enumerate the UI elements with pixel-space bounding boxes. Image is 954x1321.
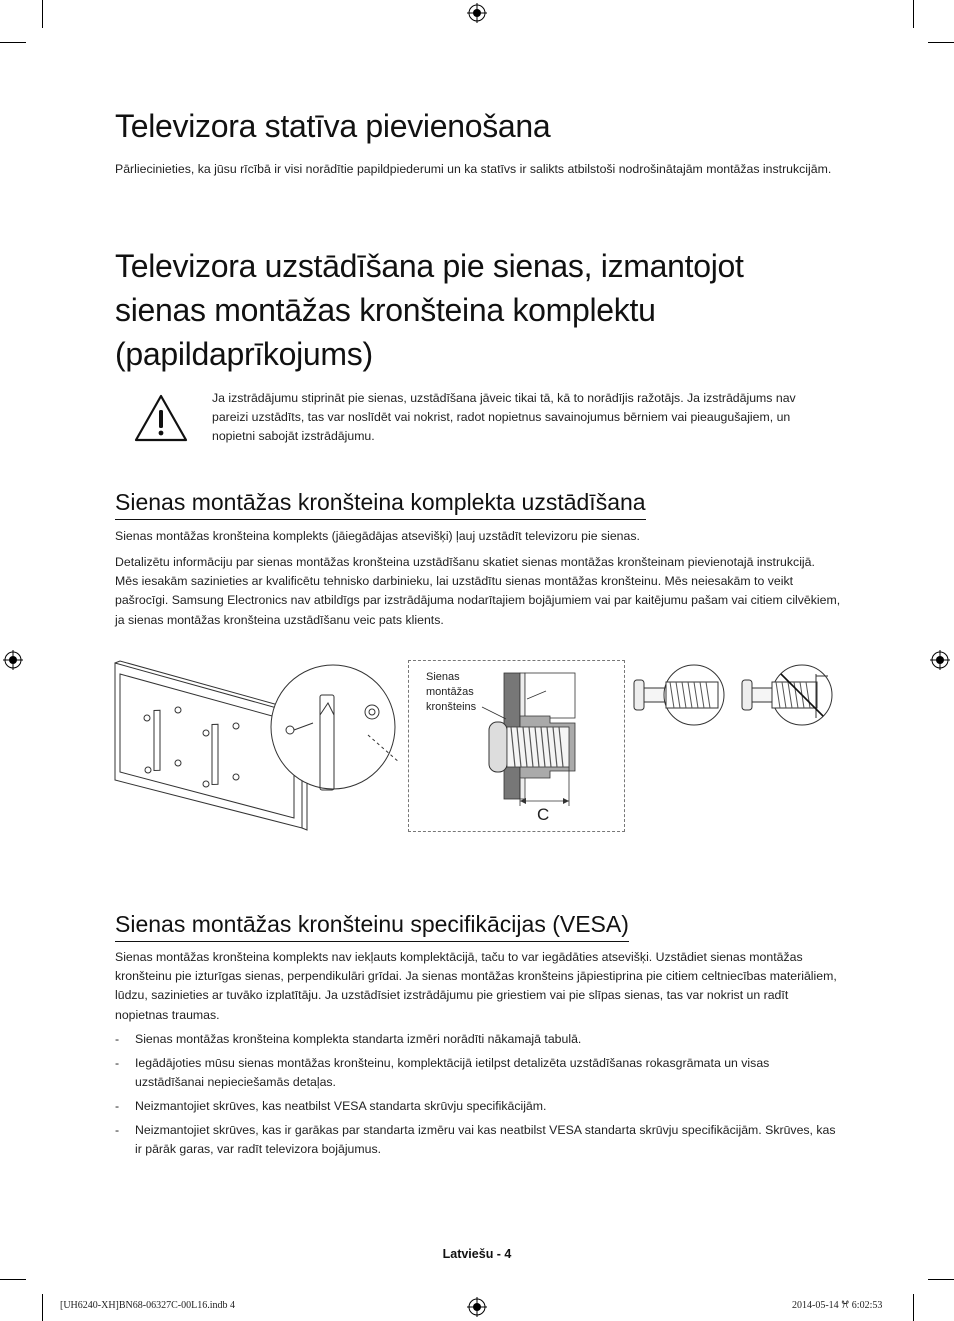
screw-comparison-illustration [632,662,837,730]
stand-intro-text: Pārliecinieties, ka jūsu rīcībā ir visi norādītie papildpiederumi un ka statīvs ir salikts atbilstoši nodrošinātajām montāžas instrukcijām. [115,162,832,176]
bracket-zoom-illustration [268,655,398,805]
crop-mark [928,1279,954,1280]
wall-mount-title-line: Televizora uzstādīšana pie sienas, izmantojot [115,248,744,284]
cross-section-drawing [409,661,624,831]
registration-mark-icon [3,650,23,670]
crop-mark [913,0,914,28]
dimension-c-label: C [537,805,550,824]
list-item-text: Iegādājoties mūsu sienas montāžas kronšteinu, komplektācijā ietilpst detalizēta uzstādīšanas rokasgrāmata un visas uzstādīšanai nepieciešamās detaļas. [135,1056,770,1090]
registration-mark-icon [467,3,487,23]
page-title: Televizora statīva pievienošana [115,108,551,144]
vesa-heading: Sienas montāžas kronšteinu specifikācijas (VESA) [115,911,629,942]
list-item-text: Neizmantojiet skrūves, kas ir garākas par standarta izmēru vai kas neatbilst VESA standarta skrūvju specifikācijām. Skrūves, kas ir pārāk garas, var radīt televizora bojājumus. [135,1123,836,1157]
print-timestamp: 2014-05-14 ꕮ 6:02:53 [792,1300,883,1311]
list-bullet: - [115,1099,120,1113]
list-item [115,1097,841,1116]
crop-mark [0,1279,26,1280]
bracket-label-line: kronšteins [426,701,477,713]
list-bullet: - [115,1056,120,1070]
list-item-text: Neizmantojiet skrūves, kas neatbilst VESA standarta skrūvju specifikācijām. [135,1099,547,1113]
vesa-intro-text: Sienas montāžas kronšteina komplekts nav iekļauts komplektācijā, taču to var iegādāties atsevišķi. Uzstādiet sienas montāžas kronšteinu pie izturīgas sienas, perpendikulāri grīdai. Ja sienas montāžas kronšteins jāpiestiprina pie citiem celtniecības materiāliem, lūdzu, sazinieties ar tuvāko izplatītāju. Ja uzstādīsiet izstrādājumu pie griestiem vai pie slīpas sienas, tas var nokrist un radīt nopietnas traumas. [115,950,837,1022]
warning-text: Ja izstrādājumu stiprināt pie sienas, uzstādīšana jāveic tikai tā, kā to norādījis ražotājs. Ja izstrādājums nav pareizi uzstādīts, tas var noslīdēt vai nokrist, radot nopietnus savainojumus bērniem vai pieaugušajiem, un nopietni sabojāt izstrādājumu. [212,391,796,444]
crop-mark [42,1294,43,1321]
crop-mark [913,1294,914,1321]
list-bullet: - [115,1032,120,1046]
wall-mount-title-line: (papildaprīkojums) [115,336,373,372]
bracket-kit-heading: Sienas montāžas kronšteina komplekta uzstādīšana [115,489,646,520]
bracket-kit-text: Sienas montāžas kronšteina komplekts (jāiegādājas atsevišķi) ļauj uzstādīt televizoru pie sienas. [115,529,640,543]
bracket-label-line: Sienas [426,671,460,683]
list-bullet: - [115,1123,120,1137]
wall-mount-title [115,244,875,376]
bracket-kit-details: Detalizētu informāciju par sienas montāžas kronšteina uzstādīšanu skatiet sienas montāžas kronšteinam pievienotajā instrukcijā. Mēs iesakām sazinieties ar kvalificētu tehnisko darbinieku, lai uzstādītu sienas montāžas kronšteinu. Mēs neiesakām to veikt pašrocīgi. Samsung Electronics nav atbildīgs par izstrādājuma nodarītajiem bojājumiem vai par kaitējumu pašam vai citiem cilvēkiem, ja sienas montāžas kronšteina uzstādīšanu veic pats klients. [115,555,841,627]
crop-mark [928,42,954,43]
list-item [115,1030,841,1049]
wall-mount-title-line: sienas montāžas kronšteina komplektu [115,292,656,328]
crop-mark [42,0,43,28]
file-info: [UH6240-XH]BN68-06327C-00L16.indb 4 [60,1300,235,1311]
list-item-text: Sienas montāžas kronšteina komplekta standarta izmēri norādīti nākamajā tabulā. [135,1032,582,1046]
page-number: Latviešu - 4 [442,1247,512,1261]
warning-icon [133,393,189,443]
bracket-label-line: montāžas [426,686,474,698]
registration-mark-icon [467,1297,487,1317]
registration-mark-icon [930,650,950,670]
list-item [115,1121,841,1159]
screw-cross-section [408,660,625,832]
crop-mark [0,42,26,43]
list-item [115,1054,841,1092]
